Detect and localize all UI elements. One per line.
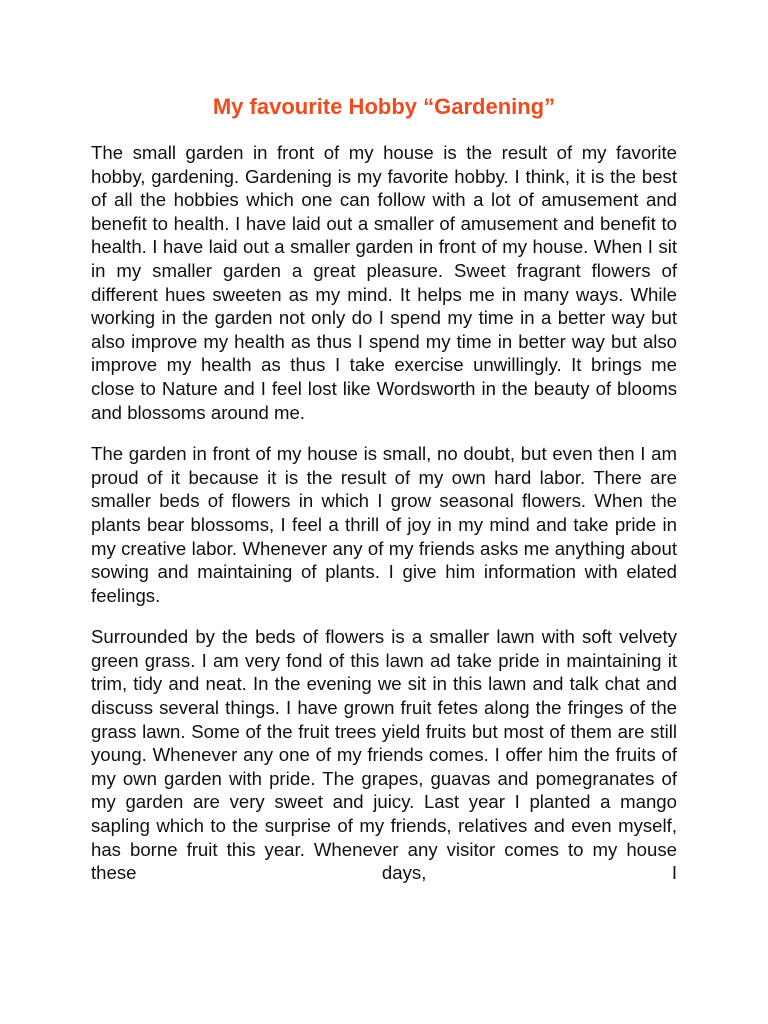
document-body bbox=[91, 141, 677, 903]
paragraph-2: The garden in front of my house is small, no doubt, but even then I am proud of it because it is the result of my own hard labor. There are smaller beds of flowers in which I grow seasonal flowers. When the plants bear blossoms, I feel a thrill of joy in my mind and take pride in my creative labor. Whenever any of my friends asks me anything about sowing and maintaining of plants. I give him information with elated feelings. bbox=[91, 443, 677, 606]
paragraph-1: The small garden in front of my house is the result of my favorite hobby, gardening. Gardening is my favorite hobby. I think, it is the best of all the hobbies which one can follow with a lot of amusement and benefit to health. I have laid out a smaller of amusement and benefit to health. I have laid out a smaller garden in front of my house. When I sit in my smaller garden a great pleasure. Sweet fragrant flowers of different hues sweeten as my mind. It helps me in many ways. While working in the garden not only do I spend my time in a better way but also improve my health as thus I spend my time in better way but also improve my health as thus I take exercise unwillingly. It brings me close to Nature and I feel lost like Wordsworth in the beauty of blooms and blossoms around me. bbox=[91, 142, 677, 423]
paragraph-3: Surrounded by the beds of flowers is a smaller lawn with soft velvety green grass. I am very fond of this lawn ad take pride in maintaining it trim, tidy and neat. In the evening we sit in this lawn and talk chat and discuss several things. I have grown fruit fetes along the fringes of the grass lawn. Some of the fruit trees yield fruits but most of them are still young. Whenever any one of my friends comes. I offer him the fruits of my own garden with pride. The grapes, guavas and pomegranates of my garden are very sweet and juicy. Last year I planted a mango sapling which to the surprise of my friends, relatives and even myself, has borne fruit this year. Whenever any visitor comes to my house these days, I bbox=[91, 626, 677, 884]
document-title: My favourite Hobby “Gardening” bbox=[212, 94, 556, 119]
